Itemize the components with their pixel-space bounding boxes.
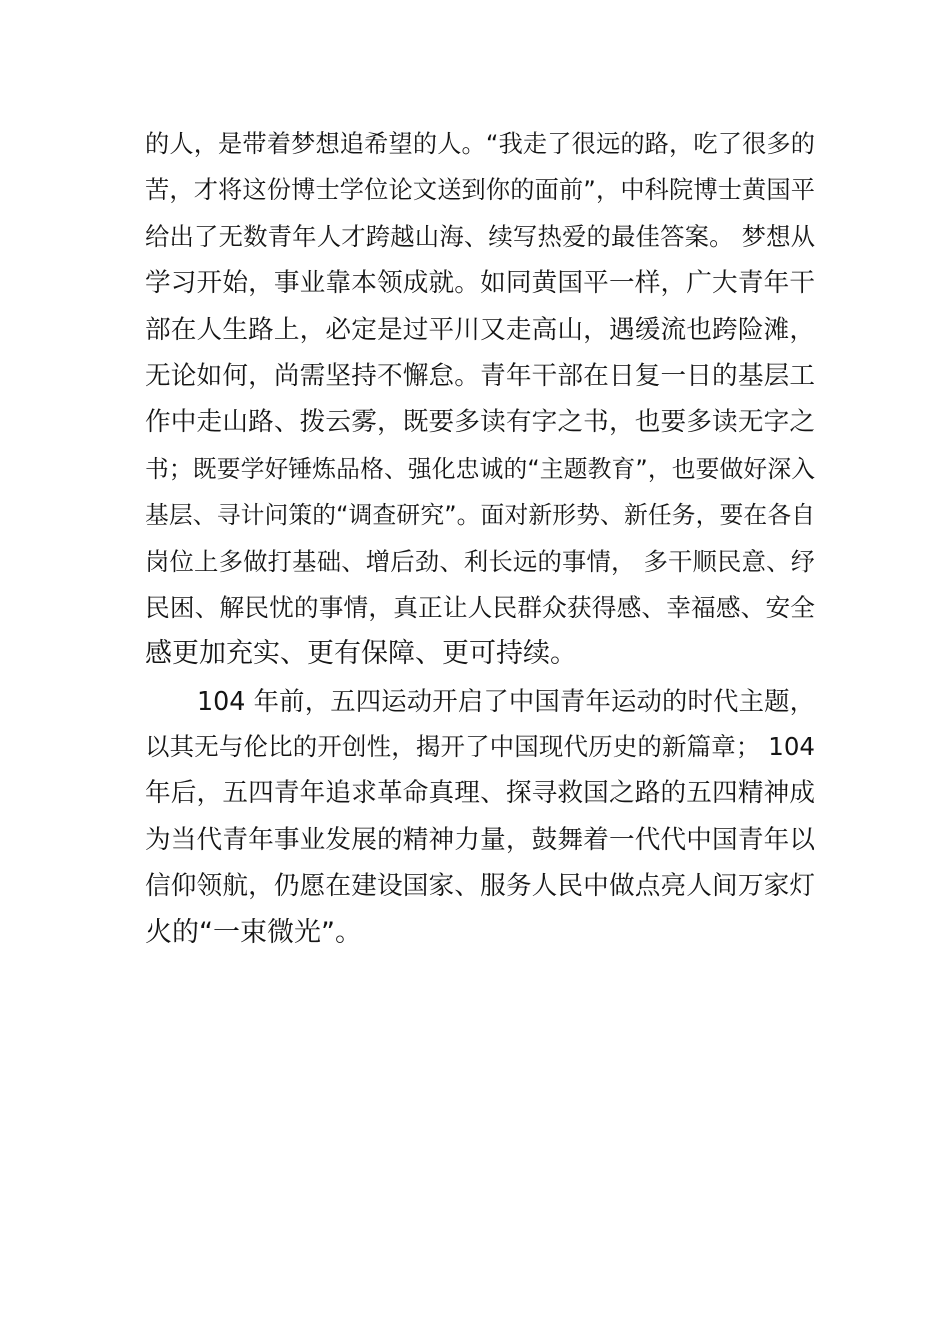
paragraph-line: 为当代青年事业发展的精神力量，鼓舞着一代代中国青年以 xyxy=(145,824,815,855)
paragraph-line: 104 年前，五四运动开启了中国青年运动的时代主题， xyxy=(197,685,815,716)
paragraph-line: 学习开始，事业靠本领成就。如同黄国平一样，广大青年干 xyxy=(145,268,815,299)
paragraph-line: 年后，五四青年追求革命真理、探寻救国之路的五四精神成 xyxy=(145,778,815,809)
paragraph-line: 书；既要学好锤炼品格、强化忠诚的“主题教育”，也要做好深入 xyxy=(145,454,815,483)
paragraph-line: 的人，是带着梦想追希望的人。“我走了很远的路，吃了很多的 xyxy=(145,130,815,158)
paragraph-line: 苦，才将这份博士学位论文送到你的面前”，中科院博士黄国平 xyxy=(145,176,815,205)
paragraph-line: 民困、解民忧的事情，真正让人民群众获得感、幸福感、安全 xyxy=(145,592,815,622)
paragraph-line: 作中走山路、拨云雾，既要多读有字之书，也要多读无字之 xyxy=(145,407,815,438)
body-text xyxy=(145,121,815,956)
paragraph-line: 部在人生路上，必定是过平川又走高山，遇缓流也跨险滩， xyxy=(145,314,815,345)
paragraph-line: 感更加充实、更有保障、更可持续。 xyxy=(145,638,577,670)
paragraph-line: 无论如何，尚需坚持不懈怠。青年干部在日复一日的基层工 xyxy=(145,360,815,391)
paragraph-1 xyxy=(145,121,815,678)
paragraph-line: 以其无与伦比的开创性，揭开了中国现代历史的新篇章； 104 xyxy=(145,732,815,762)
paragraph-line: 火的“一束微光”。 xyxy=(145,916,362,948)
paragraph-line: 给出了无数青年人才跨越山海、续写热爱的最佳答案。 梦想从 xyxy=(145,221,815,251)
paragraph-2 xyxy=(145,678,815,956)
paragraph-line: 基层、寻计问策的“调查研究”。面对新形势、新任务，要在各自 xyxy=(145,501,815,530)
paragraph-line: 岗位上多做打基础、增后劲、利长远的事情， 多干顺民意、纾 xyxy=(145,546,815,576)
paragraph-line: 信仰领航，仍愿在建设国家、服务人民中做点亮人间万家灯 xyxy=(145,871,815,902)
